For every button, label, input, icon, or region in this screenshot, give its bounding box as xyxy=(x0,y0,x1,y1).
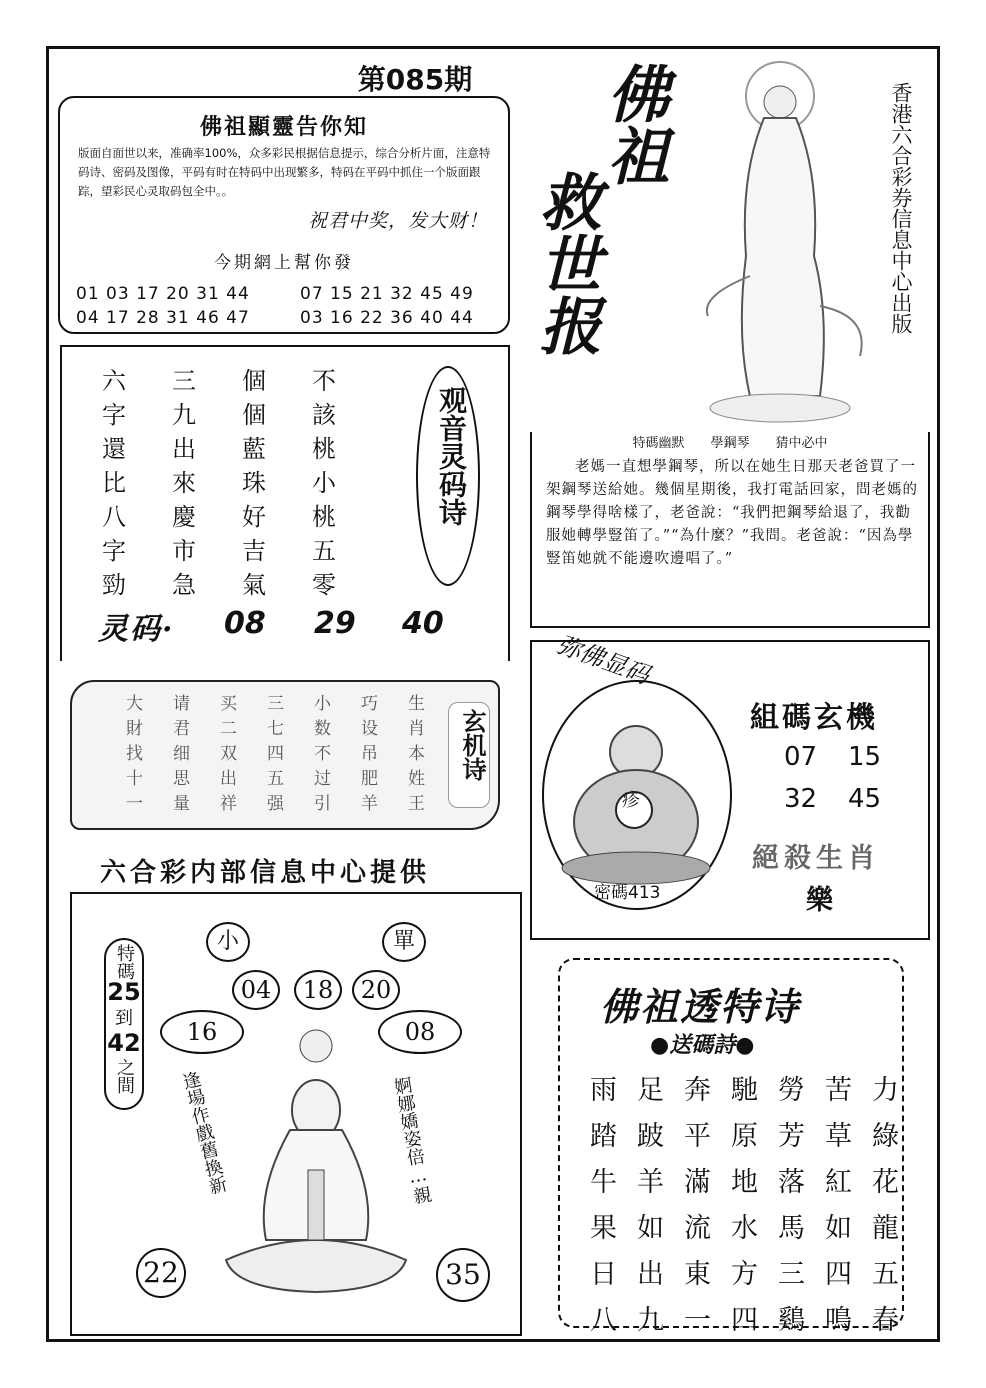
joke-header: 特碼幽默 學鋼琴 猜中必中 xyxy=(532,432,928,451)
buddha-stamp: 疹 xyxy=(622,790,640,811)
poem-char: 春 xyxy=(872,1305,899,1336)
xuanji-label-box xyxy=(448,702,490,808)
number-oval: 08 xyxy=(378,1010,462,1054)
poem-char: 踏 xyxy=(590,1121,617,1152)
tema-to: 42 xyxy=(107,1029,141,1057)
poem-char: 奔 xyxy=(684,1075,711,1106)
poem-char: 四 xyxy=(825,1259,852,1290)
poem-char: 勁 xyxy=(102,571,126,599)
poem-char: 慶 xyxy=(172,503,196,531)
tema-mid: 到 xyxy=(115,1008,133,1029)
poem-char: 勞 xyxy=(778,1075,805,1106)
xuanji-column: 三七四五强 xyxy=(263,694,283,819)
poem-char: 鷄 xyxy=(778,1305,805,1336)
xuanji-column: 小数不过引 xyxy=(310,694,330,819)
songma-subtitle: ●送碼詩● xyxy=(650,1032,755,1058)
notice-body: 版面自面世以来，准确率100%，众多彩民根据信息提示，综合分析片面，注意特码诗、密码及图像，平码有时在特码中出现繁多，特码在平码中抓住一个版面跟踪，望彩民心灵取码包全中。。 xyxy=(78,146,491,198)
poem-char: 水 xyxy=(731,1213,758,1244)
number-oval: 04 xyxy=(232,970,280,1010)
poem-char: 平 xyxy=(684,1121,711,1152)
poem-char: 果 xyxy=(590,1213,617,1244)
number-oval: 20 xyxy=(352,970,400,1010)
poem-char: 小 xyxy=(312,469,336,497)
poem-char: 桃 xyxy=(312,435,336,463)
poem-char: 落 xyxy=(778,1167,805,1198)
poem-char: 珠 xyxy=(242,469,266,497)
poem-char: 桃 xyxy=(312,503,336,531)
xuanji-column: 生肖本姓王 xyxy=(404,694,424,819)
left-verse: 逢場作戲舊換新 xyxy=(178,1069,229,1197)
poem-char: 市 xyxy=(172,537,196,565)
poem-char: 不 xyxy=(312,367,336,395)
poem-char: 還 xyxy=(102,435,126,463)
number-row: 03 16 22 36 40 44 xyxy=(300,308,474,328)
number-row: 01 03 17 20 31 44 xyxy=(76,284,250,304)
poem-char: 方 xyxy=(731,1259,758,1290)
tag-single: 單 xyxy=(382,922,426,962)
poem-char: 牛 xyxy=(590,1167,617,1198)
poem-char: 龍 xyxy=(872,1213,899,1244)
lingma-number: 40 xyxy=(402,606,444,641)
poem-char: 八 xyxy=(102,503,126,531)
zuma-number: 07 xyxy=(784,742,818,772)
xuanji-scroll xyxy=(70,680,500,830)
poem-char: 九 xyxy=(172,401,196,429)
xuanji-column: 请君细思量 xyxy=(169,694,189,819)
poem-char: 比 xyxy=(102,469,126,497)
poem-char: 氣 xyxy=(242,571,266,599)
masthead-title-2: 救世报 xyxy=(529,170,602,356)
poem-char: 三 xyxy=(172,367,196,395)
zuma-number: 32 xyxy=(784,784,818,814)
poem-char: 九 xyxy=(637,1305,664,1336)
joke-body: 老媽一直想學鋼琴，所以在她生日那天老爸買了一架鋼琴送給她。幾個星期後，我打電話回家，問老媽的鋼琴學得啥樣了，老爸說：“我們把鋼琴給退了，我勸服她轉學豎笛了。”“為什麼？”我問。老爸說：“因為學豎笛她就不能邊吹邊唱了。” xyxy=(546,459,918,567)
poem-char: 四 xyxy=(731,1305,758,1336)
poem-char: 字 xyxy=(102,537,126,565)
poem-char: 綠 xyxy=(872,1121,899,1152)
poem-char: 力 xyxy=(872,1075,899,1106)
fozu-poem-title: 佛祖透特诗 xyxy=(600,984,801,1029)
poem-char: 五 xyxy=(312,537,336,565)
buddha-caption: 弥佛显码 xyxy=(553,630,654,690)
poem-char: 三 xyxy=(778,1259,805,1290)
xuanji-column: 买二双出祥 xyxy=(216,694,236,819)
poem-char: 一 xyxy=(684,1305,711,1336)
tema-label: 特碼 xyxy=(114,944,135,980)
poem-char: 字 xyxy=(102,401,126,429)
xuanji-columns xyxy=(112,694,427,819)
poem-char: 個 xyxy=(242,401,266,429)
number-oval: 16 xyxy=(160,1010,244,1054)
zuma-number: 15 xyxy=(848,742,882,772)
tema-range xyxy=(104,938,144,1110)
poem-char: 滿 xyxy=(684,1167,711,1198)
joke-box xyxy=(530,432,930,628)
poem-char: 個 xyxy=(242,367,266,395)
poem-grid xyxy=(102,361,382,599)
poem-char: 東 xyxy=(684,1259,711,1290)
poem-char: 五 xyxy=(872,1259,899,1290)
poem-char: 跛 xyxy=(637,1121,664,1152)
poem-char: 馳 xyxy=(731,1075,758,1106)
poem-char: 好 xyxy=(242,503,266,531)
number-row: 04 17 28 31 46 47 xyxy=(76,308,250,328)
poem-char: 出 xyxy=(172,435,196,463)
poem-char: 雨 xyxy=(590,1075,617,1106)
right-verse: 婀娜嬌姿倍…親 xyxy=(389,1075,434,1206)
provider-line: 六合彩内部信息中心提供 xyxy=(100,858,431,888)
poem-char: 芳 xyxy=(778,1121,805,1152)
poem-char: 馬 xyxy=(778,1213,805,1244)
poem-char: 羊 xyxy=(637,1167,664,1198)
number-circle: 22 xyxy=(136,1248,186,1298)
poem-char: 該 xyxy=(312,401,336,429)
poem-char: 草 xyxy=(825,1121,852,1152)
issue-number: 第085期 xyxy=(357,63,473,96)
lingma-label: 灵码· xyxy=(98,612,175,647)
xuanji-column: 大財找十一 xyxy=(122,694,142,819)
poem-char: 出 xyxy=(637,1259,664,1290)
tema-end: 之間 xyxy=(114,1058,135,1094)
notice-title: 佛祖顯靈告你知 xyxy=(199,114,368,140)
lingma-number: 29 xyxy=(314,606,356,641)
poem-char: 急 xyxy=(172,571,196,599)
notice-box xyxy=(58,96,510,334)
publisher: 香港六合彩券信息中心出版 xyxy=(889,82,913,334)
xuanji-label: 玄机诗 xyxy=(458,709,487,781)
tag-small: 小 xyxy=(206,922,250,962)
tema-from: 25 xyxy=(107,978,141,1006)
number-row: 07 15 21 32 45 49 xyxy=(300,284,474,304)
guanyin-poem-label-oval xyxy=(416,366,480,586)
guanyin-standing-image xyxy=(680,56,880,426)
jue-label: 絕殺生肖 xyxy=(752,843,880,874)
poem-char: 零 xyxy=(312,571,336,599)
poem-char: 如 xyxy=(825,1213,852,1244)
poem-char: 八 xyxy=(590,1305,617,1336)
mima: 密碼413 xyxy=(594,883,661,903)
number-oval: 18 xyxy=(294,970,342,1010)
lingma-number: 08 xyxy=(224,606,266,641)
guanyin-seated-image xyxy=(196,1020,486,1310)
poem-char: 吉 xyxy=(242,537,266,565)
poem-char: 原 xyxy=(731,1121,758,1152)
guanyin-poem-label: 观音灵码诗 xyxy=(435,386,468,526)
zuma-number: 45 xyxy=(848,784,882,814)
poem-char: 日 xyxy=(590,1259,617,1290)
jue-answer: 樂 xyxy=(806,885,833,916)
poem-char: 流 xyxy=(684,1213,711,1244)
poem-char: 藍 xyxy=(242,435,266,463)
poem-char: 花 xyxy=(872,1167,899,1198)
notice-wish: 祝君中奖，发大财！ xyxy=(307,210,488,232)
xuanji-column: 巧设吊肥羊 xyxy=(357,694,377,819)
poem-char: 鳴 xyxy=(825,1305,852,1336)
poem-char: 來 xyxy=(172,469,196,497)
number-circle: 35 xyxy=(436,1248,490,1302)
poem-char: 足 xyxy=(637,1075,664,1106)
poem-char: 苦 xyxy=(825,1075,852,1106)
poem-char: 地 xyxy=(731,1167,758,1198)
poem-char: 紅 xyxy=(825,1167,852,1198)
fozu-poem-grid xyxy=(590,1068,919,1344)
zuma-title: 組碼玄機 xyxy=(750,700,879,734)
notice-subtitle: 今期網上幫你發 xyxy=(214,253,354,273)
poem-char: 六 xyxy=(102,367,126,395)
poem-char: 如 xyxy=(637,1213,664,1244)
masthead-title-1: 佛祖 xyxy=(597,62,670,186)
